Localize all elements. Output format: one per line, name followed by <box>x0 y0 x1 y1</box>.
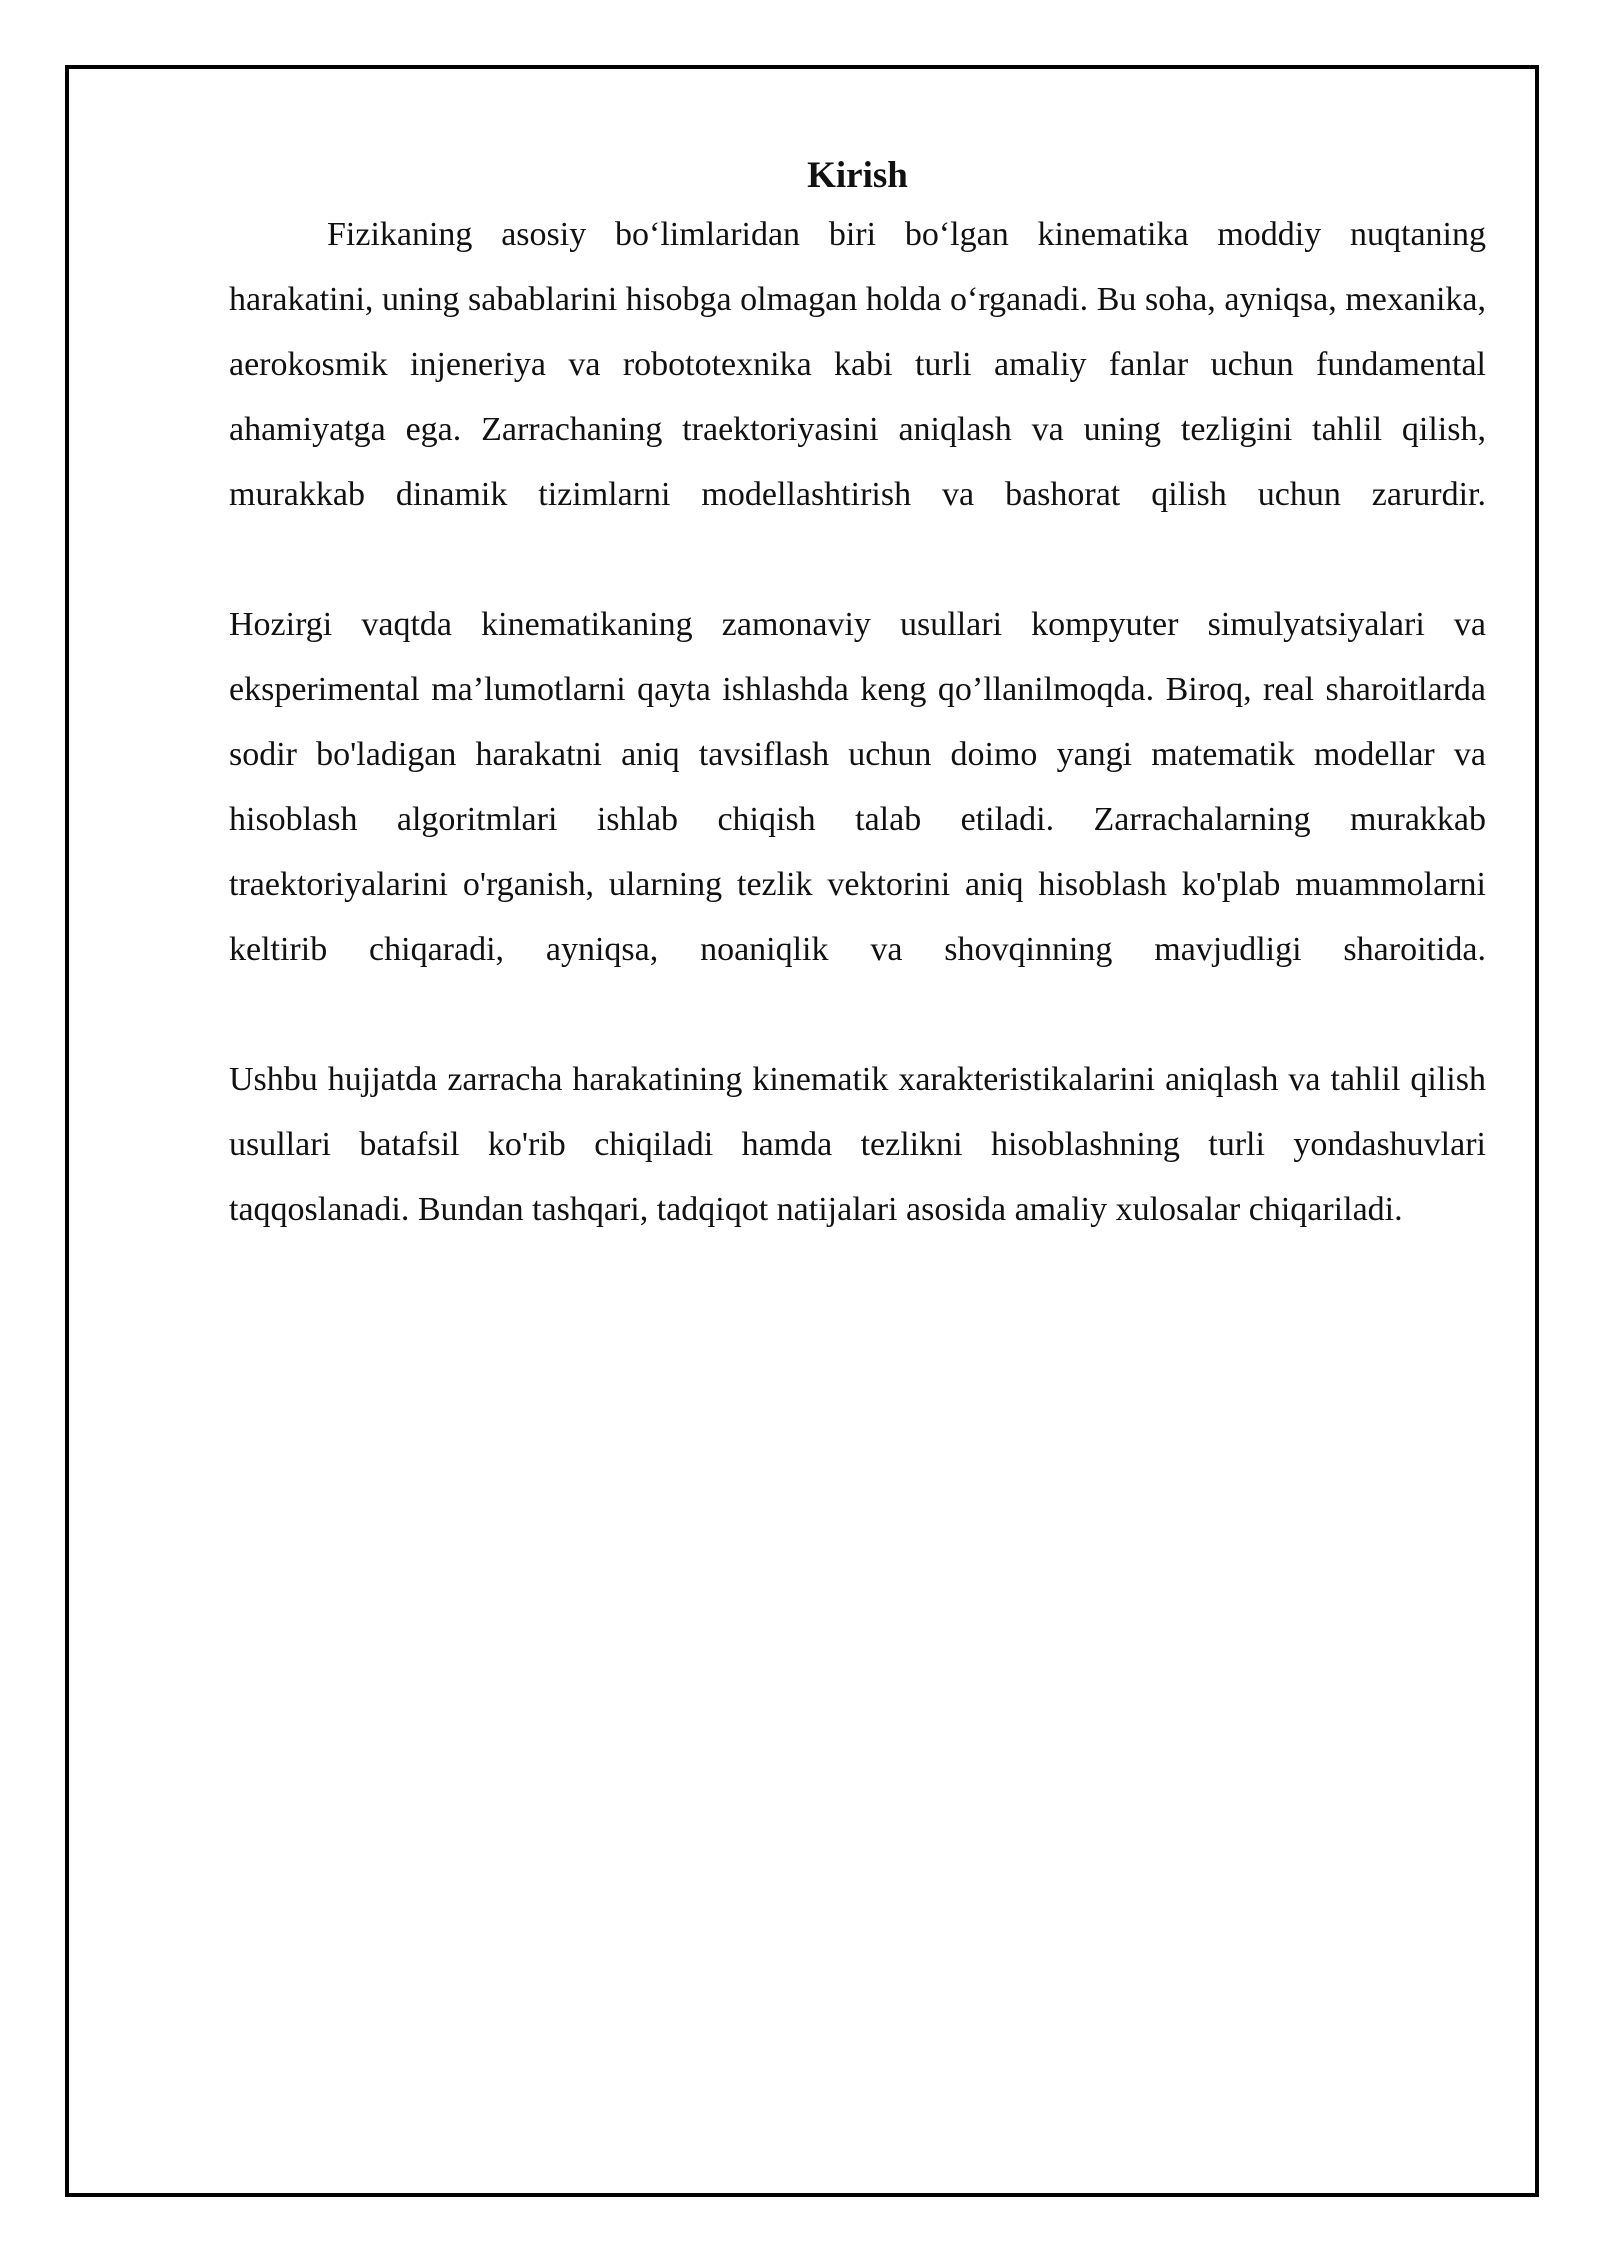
document-body <box>229 150 1486 1242</box>
paragraph-2: Hozirgi vaqtda kinematikaning zamonaviy usullari kompyuter simulyatsiyalari va eksperimental ma’lumotlarni qayta ishlashda keng qo’llanilmoqda. Biroq, real sharoitlarda sodir bo'ladigan harakatni aniq tavsiflash uchun doimo yangi matematik modellar va hisoblash algoritmlari ishlab chiqish talab etiladi. Zarrachalarning murakkab traektoriyalarini o'rganish, ularning tezlik vektorini aniq hisoblash ko'plab muammolarni keltirib chiqaradi, ayniqsa, noaniqlik va shovqinning mavjudligi sharoitida. <box>229 606 1486 968</box>
paragraph-spacer <box>229 527 1486 592</box>
page-title: Kirish <box>807 155 908 196</box>
paragraph-3: Ushbu hujjatda zarracha harakatining kinematik xarakteristikalarini aniqlash va tahlil qilish usullari batafsil ko'rib chiqiladi hamda tezlikni hisoblashning turli yondashuvlari taqqoslanadi. Bundan tashqari, tadqiqot natijalari asosida amaliy xulosalar chiqariladi. <box>229 1061 1486 1228</box>
paragraph-spacer <box>229 982 1486 1047</box>
paragraph-1: Fizikaning asosiy bo‘limlaridan biri bo‘lgan kinematika moddiy nuqtaning harakatini, uning sabablarini hisobga olmagan holda o‘rganadi. Bu soha, ayniqsa, mexanika, aerokosmik injeneriya va robototexnika kabi turli amaliy fanlar uchun fundamental ahamiyatga ega. Zarrachaning traektoriyasini aniqlash va uning tezligini tahlil qilish, murakkab dinamik tizimlarni modellashtirish va bashorat qilish uchun zarurdir. <box>229 216 1486 513</box>
